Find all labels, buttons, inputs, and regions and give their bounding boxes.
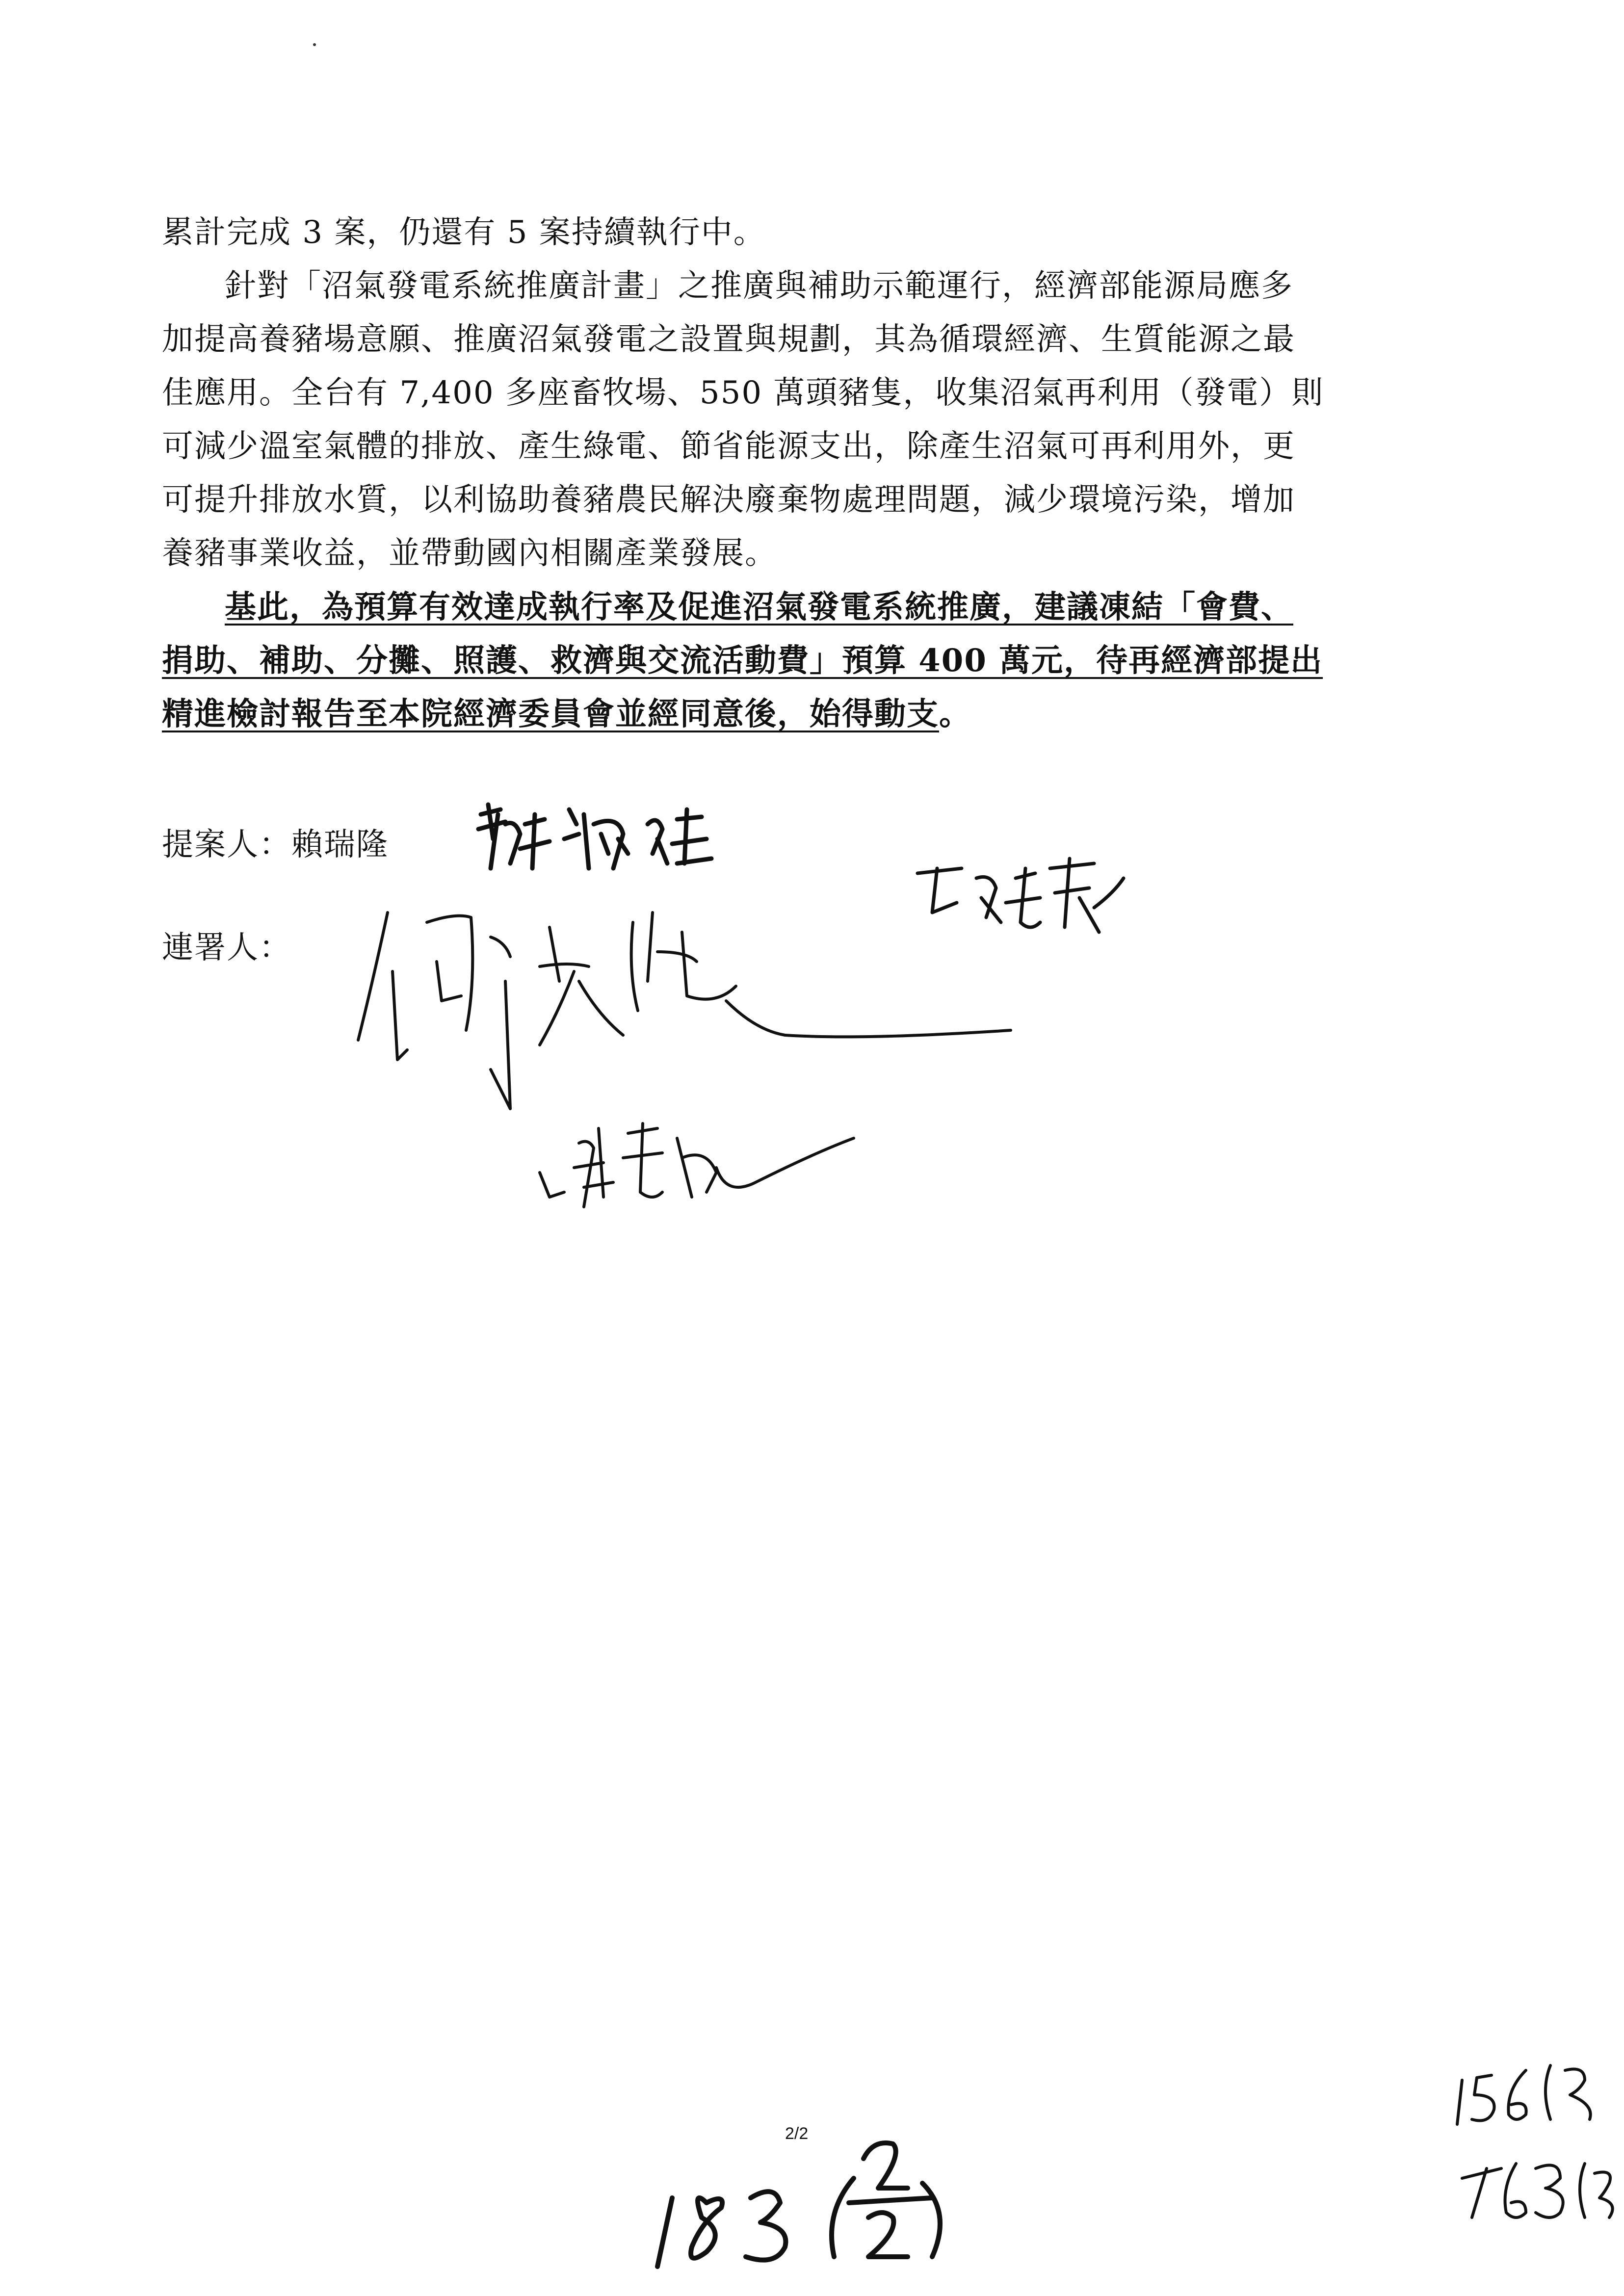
cosigner-signature: [908, 849, 1143, 966]
handwritten-corner-note: [1452, 2041, 1624, 2247]
cosigner-signature: [530, 1099, 883, 1231]
resolution-line: [162, 580, 1501, 634]
resolution-text: 基此，為預算有效達成執行率及促進沼氣發電系統推廣，建議凍結「會費、: [225, 589, 1293, 626]
paragraph-line: 加提高養豬場意願、推廣沼氣發電之設置與規劃，其為循環經濟、生質能源之最: [162, 321, 1295, 358]
resolution-text: 捐助、補助、分攤、照護、救濟與交流活動費」預算 400 萬元，待再經濟部提出: [162, 642, 1323, 679]
paragraph-line: 可提升排放水質，以利協助養豬農民解決廢棄物處理問題，減少環境污染，增加: [162, 482, 1295, 518]
page-number: 2/2: [785, 2124, 809, 2143]
proposer-label: 提案人：賴瑞隆: [162, 827, 389, 863]
paragraph-line: 佳應用。全台有 7,400 多座畜牧場、550 萬頭豬隻，收集沼氣再利用（發電）則: [162, 375, 1324, 411]
resolution-text: 精進檢討報告至本院經濟委員會並經同意後，始得動支: [162, 696, 939, 732]
document-body: [162, 206, 1501, 741]
proposer-signature: [471, 795, 726, 893]
cosigner-label: 連署人：: [162, 930, 291, 966]
scan-speck: [313, 43, 316, 46]
paragraph-line: 養豬事業收益，並帶動國內相關產業發展。: [162, 535, 777, 572]
paragraph-line: 針對「沼氣發電系統推廣計畫」之推廣與補助示範運行，經濟部能源局應多: [225, 268, 1293, 304]
resolution-line: [162, 634, 1501, 687]
resolution-line: [162, 687, 1501, 741]
handwritten-page-count: [648, 2090, 1079, 2286]
resolution-period: 。: [939, 696, 971, 732]
paragraph-line: 可減少溫室氣體的排放、產生綠電、節省能源支出，除產生沼氣可再利用外，更: [162, 428, 1295, 465]
paragraph-line: 累計完成 3 案，仍還有 5 案持續執行中。: [162, 214, 766, 251]
